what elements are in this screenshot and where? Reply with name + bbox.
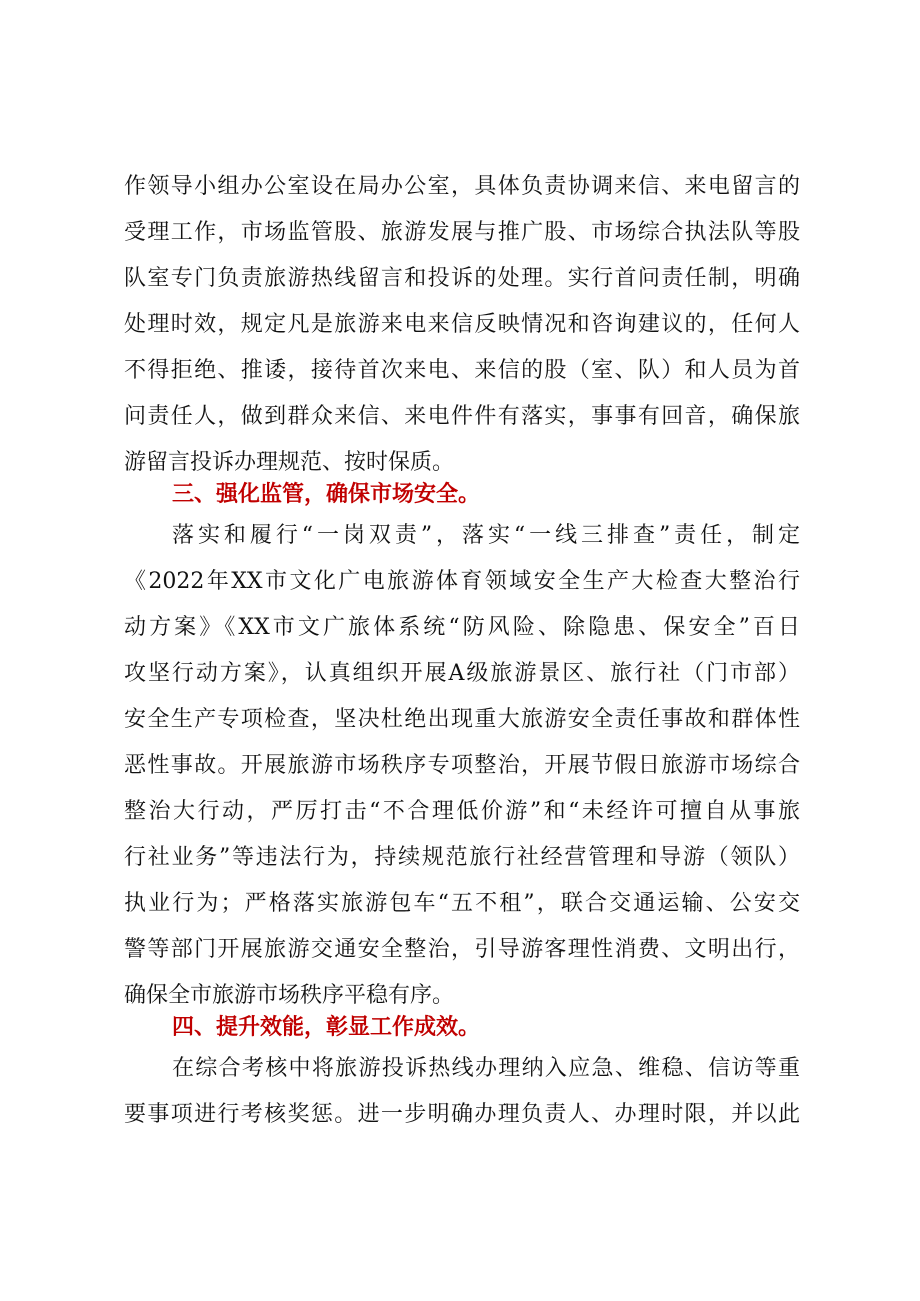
paragraph-line: 在综合考核中将旅游投诉热线办理纳入应急、维稳、信访等重: [172, 1056, 800, 1081]
paragraph-line: 落实和履行“一岗双责”，落实“一线三排查”责任，制定: [172, 523, 800, 548]
paragraph-line: 队室专门负责旅游热线留言和投诉的处理。实行首问责任制，明确: [124, 266, 800, 291]
paragraph-line: 警等部门开展旅游交通安全整治，引导游客理性消费、文明出行，: [124, 937, 800, 962]
paragraph-line: 处理时效，规定凡是旅游来电来信反映情况和咨询建议的，任何人: [124, 312, 800, 337]
paragraph-line: 攻坚行动方案》，认真组织开展A级旅游景区、旅行社（门市部）: [124, 661, 800, 686]
paragraph-line: 动方案》《XX市文广旅体系统“防风险、除隐患、保安全”百日: [124, 615, 800, 640]
paragraph-line: 受理工作，市场监管股、旅游发展与推广股、市场综合执法队等股: [124, 220, 800, 245]
paragraph-line: 游留言投诉办理规范、按时保质。: [124, 450, 455, 475]
paragraph-line: 整治大行动，严厉打击“不合理低价游”和“未经许可擅自从事旅: [124, 799, 800, 824]
paragraph-line: 不得拒绝、推诿，接待首次来电、来信的股（室、队）和人员为首: [124, 358, 800, 383]
paragraph-line: 执业行为；严格落实旅游包车“五不租”，联合交通运输、公安交: [124, 891, 800, 916]
paragraph-line: 《2022年XX市文化广电旅游体育领域安全生产大检查大整治行: [124, 569, 800, 594]
paragraph-line: 恶性事故。开展旅游市场秩序专项整治，开展节假日旅游市场综合: [124, 753, 800, 778]
paragraph-line: 安全生产专项检查，坚决杜绝出现重大旅游安全责任事故和群体性: [124, 707, 800, 732]
section-heading-4: 四、提升效能，彰显工作成效。: [172, 1015, 481, 1040]
paragraph-line: 行社业务”等违法行为，持续规范旅行社经营管理和导游（领队）: [124, 845, 800, 870]
paragraph-line: 确保全市旅游市场秩序平稳有序。: [124, 983, 455, 1008]
paragraph-line: 要事项进行考核奖惩。进一步明确办理负责人、办理时限，并以此: [124, 1102, 800, 1127]
paragraph-line: 作领导小组办公室设在局办公室，具体负责协调来信、来电留言的: [124, 174, 800, 199]
section-heading-3: 三、强化监管，确保市场安全。: [172, 482, 481, 507]
paragraph-line: 问责任人，做到群众来信、来电件件有落实，事事有回音，确保旅: [124, 404, 800, 429]
